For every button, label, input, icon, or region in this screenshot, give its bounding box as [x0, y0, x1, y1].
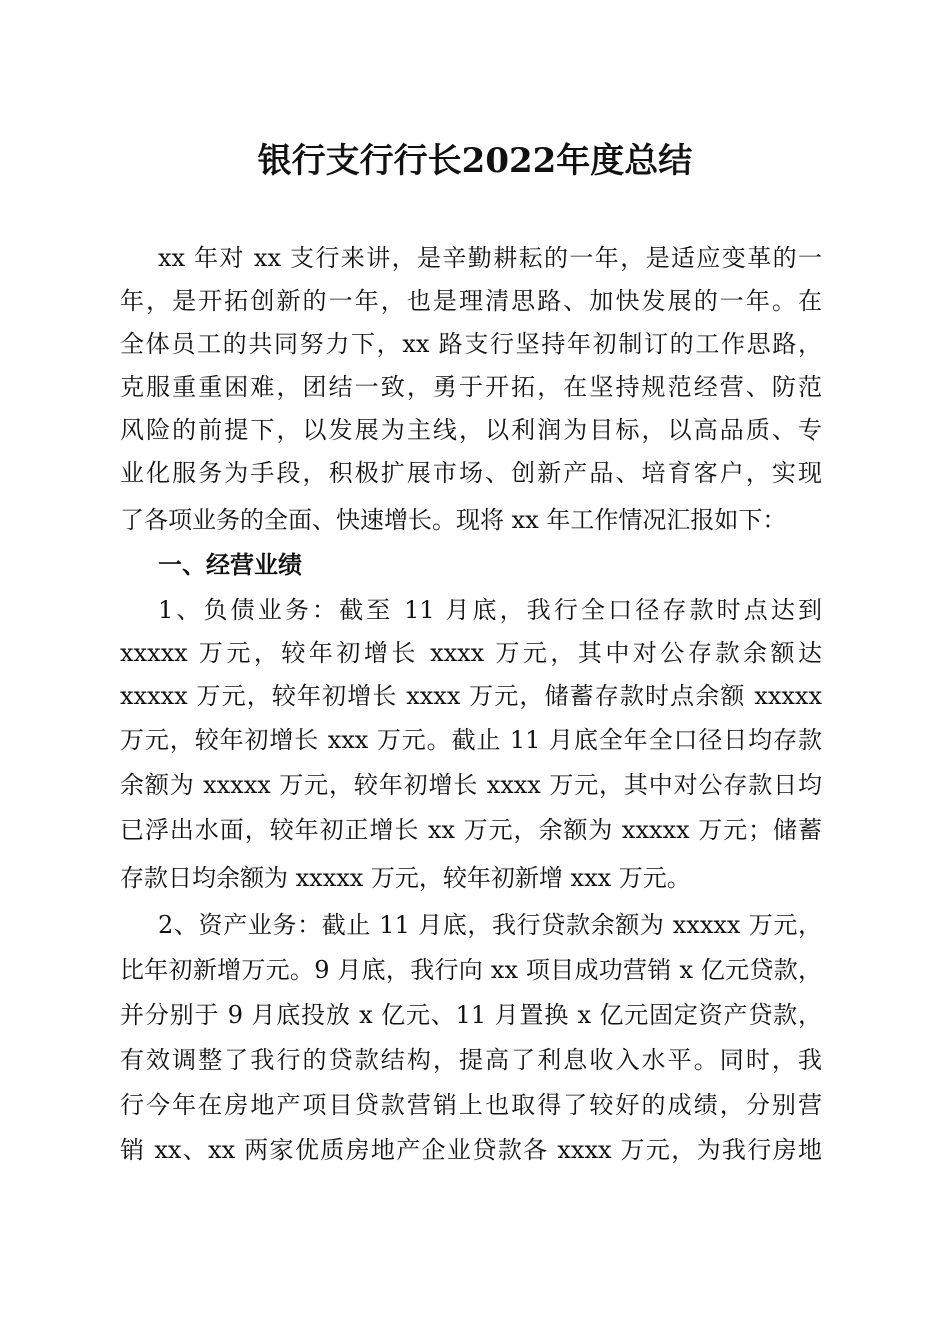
- paragraph-line: 业化服务为手段，积极扩展市场、创新产品、培育客户，实现: [120, 459, 822, 487]
- section-heading: 一、经营业绩: [158, 551, 302, 579]
- paragraph-line: 余额为 xxxxx 万元，较年初增长 xxxx 万元，其中对公存款日均: [120, 771, 822, 799]
- paragraph-line: 全体员工的共同努力下，xx 路支行坚持年初制订的工作思路，: [120, 330, 822, 358]
- paragraph-line: 已浮出水面，较年初正增长 xx 万元，余额为 xxxxx 万元；储蓄: [120, 816, 822, 844]
- paragraph-line: 销 xx、xx 两家优质房地产企业贷款各 xxxx 万元，为我行房地: [120, 1136, 822, 1164]
- document-title: 银行支行行长2022年度总结: [257, 141, 693, 181]
- paragraph-line: 1、负债业务：截至 11 月底，我行全口径存款时点达到: [158, 596, 822, 624]
- paragraph-line: 存款日均余额为 xxxxx 万元，较年初新增 xxx 万元。: [120, 864, 691, 892]
- paragraph-line: 并分别于 9 月底投放 x 亿元、11 月置换 x 亿元固定资产贷款，: [120, 1001, 822, 1029]
- paragraph-line: 万元，较年初增长 xxx 万元。截止 11 月底全年全口径日均存款: [120, 726, 822, 754]
- paragraph-line: 有效调整了我行的贷款结构，提高了利息收入水平。同时，我: [120, 1046, 822, 1074]
- paragraph-line: xxxxx 万元，较年初增长 xxxx 万元，其中对公存款余额达: [120, 639, 822, 667]
- paragraph-line: 了各项业务的全面、快速增长。现将 xx 年工作情况汇报如下：: [120, 506, 787, 534]
- paragraph-line: 克服重重困难，团结一致，勇于开拓，在坚持规范经营、防范: [120, 373, 822, 401]
- paragraph-line: 行今年在房地产项目贷款营销上也取得了较好的成绩，分别营: [120, 1091, 822, 1119]
- paragraph-line: 风险的前提下，以发展为主线，以利润为目标，以高品质、专: [120, 416, 822, 444]
- paragraph-line: 2、资产业务：截止 11 月底，我行贷款余额为 xxxxx 万元，: [158, 911, 822, 939]
- paragraph-line: 比年初新增万元。9 月底，我行向 xx 项目成功营销 x 亿元贷款，: [120, 956, 822, 984]
- paragraph-line: 年，是开拓创新的一年，也是理清思路、加快发展的一年。在: [120, 287, 822, 315]
- paragraph-line: xx 年对 xx 支行来讲，是辛勤耕耘的一年，是适应变革的一: [158, 244, 822, 272]
- paragraph-line: xxxxx 万元，较年初增长 xxxx 万元，储蓄存款时点余额 xxxxx: [120, 682, 822, 710]
